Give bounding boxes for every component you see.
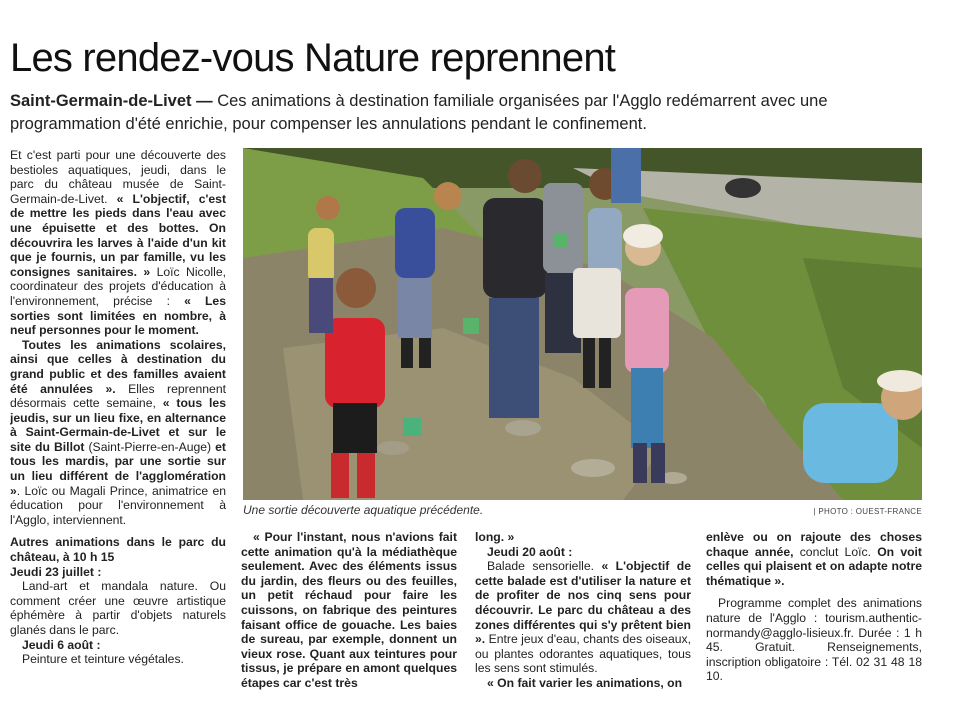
photo-credit: | PHOTO : OUEST-FRANCE xyxy=(813,507,922,516)
article-photo xyxy=(243,148,922,500)
col3-day3-quote: « L'objectif de cette balade est d'utiliser la nature et de profiter de nos cinq sens pour découvrir. Le parc du château a des zones différentes qui s'y prêtent bien ». xyxy=(475,559,691,647)
col1-p1-text-a: Et c'est parti pour une découverte des bestioles aquatiques, jeudi, dans le parc du château musée de Saint-Germain-de-Livet. xyxy=(10,148,226,206)
col1-paragraph-1 xyxy=(10,148,226,338)
col3-paragraph-1 xyxy=(475,530,691,545)
subhead: Autres animations dans le parc du château, à 10 h 15 xyxy=(10,535,226,565)
col2-paragraph-1 xyxy=(241,530,457,691)
day-text-3 xyxy=(475,559,691,676)
column-1 xyxy=(10,148,226,714)
day-text-1: Land-art et mandala nature. Ou comment créer une œuvre artistique éphémère à partir d'objets naturels glanés dans le parc. xyxy=(10,579,226,637)
col1-p2-quote-3: et tous les mardis, par une sortie sur un lieu différent de l'agglomération » xyxy=(10,439,226,498)
col1-p1-quote-2: « Les sorties sont limitées en nombre, à neuf personnes pour le moment. xyxy=(10,293,226,338)
col4-paragraph-1 xyxy=(706,530,922,588)
day-heading-2: Jeudi 6 août : xyxy=(22,637,101,652)
col3-day3-text-a: Balade sensorielle. xyxy=(487,559,602,574)
lede xyxy=(10,90,840,136)
col3-paragraph-2 xyxy=(475,676,691,691)
lede-text: Ces animations à destination familiale organisées par l'Agglo redémarrent avec une programmation d'été enrichie, pour compenser les annulations pendant le confinement. xyxy=(10,92,828,133)
day-heading-1: Jeudi 23 juillet : xyxy=(10,564,102,579)
col1-p1-text-c: Loïc Nicolle, coordinateur des projets d'éducation à l'environnement, précise : xyxy=(10,264,226,308)
column-2 xyxy=(241,530,457,716)
photo-illustration xyxy=(243,148,922,500)
col1-p2-text-f: . Loïc ou Magali Prince, animatrice en éducation pour l'environnement à l'Agglo, interviennent. xyxy=(10,483,226,527)
col3-p1-quote: long. » xyxy=(475,530,515,544)
lede-place: Saint-Germain-de-Livet — xyxy=(10,92,213,110)
headline: Les rendez-vous Nature reprennent xyxy=(10,36,616,80)
col1-p2-quote-2: « tous les jeudis, sur un lieu fixe, en alternance à Saint-Germain-de-Livet et sur le site du Billot xyxy=(10,396,226,454)
col4-p1-quote-2: On voit celles qui plaisent et on adapte notre thématique ». xyxy=(706,544,922,588)
day-text-2: Peinture et teinture végétales. xyxy=(22,652,184,667)
photo-caption: Une sortie découverte aquatique précédente. xyxy=(243,503,484,517)
col4-p1-quote: enlève ou on rajoute des choses chaque année, xyxy=(706,530,922,559)
col1-p1-quote: « L'objectif, c'est de mettre les pieds dans l'eau avec une épuisette et des bottes. On découvrira les larves à l'aide d'un kit que je fournis, un par famille, vu les consignes sanitaires. » xyxy=(10,191,226,279)
column-4 xyxy=(706,530,922,716)
col1-p2-text-b: Elles reprennent désormais cette semaine, xyxy=(10,381,226,411)
col3-day3-text-c: Entre jeux d'eau, chants des oiseaux, ou plantes odorantes aquatiques, tous les sens sont stimulés. xyxy=(475,632,691,676)
col1-paragraph-2 xyxy=(10,338,226,528)
day-heading-3: Jeudi 20 août : xyxy=(487,544,573,559)
col3-p2-quote: « On fait varier les animations, on xyxy=(487,675,683,690)
col1-p2-text-d: (Saint-Pierre-en-Auge) xyxy=(84,439,216,454)
col4-paragraph-2: Programme complet des animations nature de l'Agglo : tourism.authentic-normandy@agglo-lisieux.fr. Durée : 1 h 45. Gratuit. Renseignements, inscription obligatoire : Tél. 02 31 48 18 10. xyxy=(706,596,922,684)
col2-p1-quote: « Pour l'instant, nous n'avions fait cette animation qu'à la médiathèque seulement. Avec des éléments issus du jardin, des fleurs ou des feuilles, un petit réchaud pour faire les cuissons, on fabrique des peintures faisant office de gouache. Les baies de sureau, par exemple, donnent un vieux rose. Quant aux teintures pour tissus, je prépare en amont quelques étapes car c'est très xyxy=(241,530,457,690)
col1-p2-quote: Toutes les animations scolaires, ainsi que celles à destination du grand public et des familles avaient été annulées ». xyxy=(10,337,226,396)
col4-p1-text-b: conclut Loïc. xyxy=(793,544,878,559)
column-3 xyxy=(475,530,691,716)
